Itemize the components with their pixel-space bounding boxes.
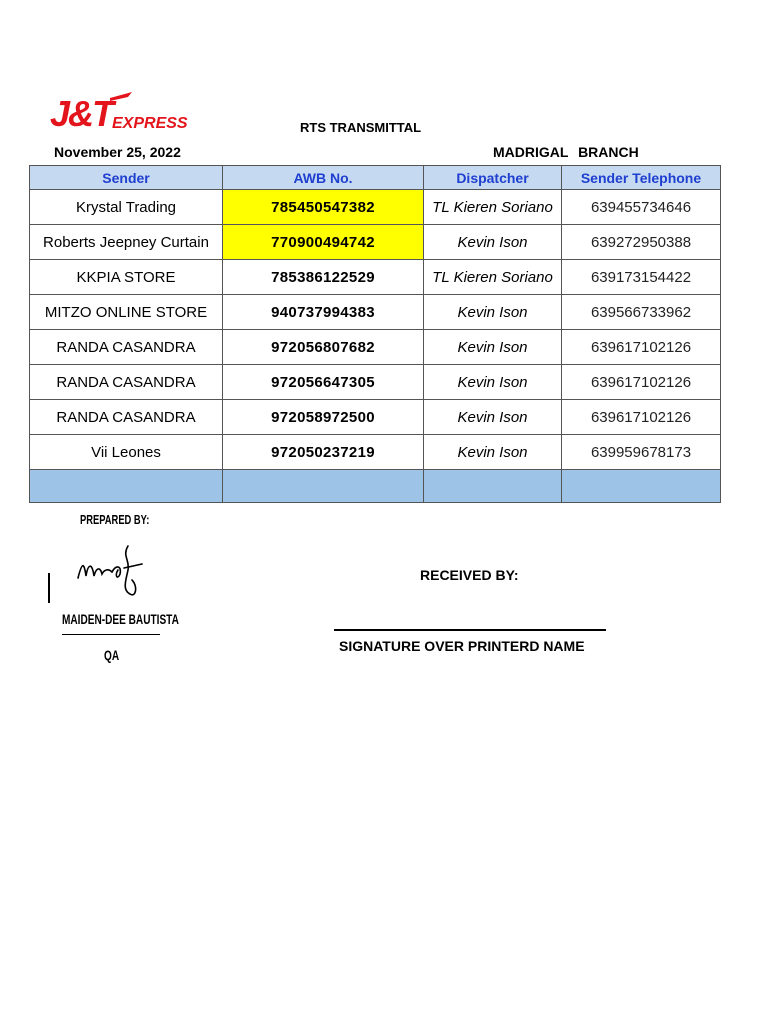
dispatcher-cell: TL Kieren Soriano [424, 260, 562, 295]
dispatcher-cell: Kevin Ison [424, 365, 562, 400]
signature-caption: SIGNATURE OVER PRINTERD NAME [339, 638, 585, 654]
table-row [30, 190, 721, 225]
table-row [30, 295, 721, 330]
svg-text:J&T: J&T [50, 93, 113, 134]
telephone-cell: 639272950388 [562, 225, 721, 260]
table-row [30, 330, 721, 365]
table-row [30, 225, 721, 260]
awb-cell: 785450547382 [223, 190, 424, 225]
telephone-cell: 639566733962 [562, 295, 721, 330]
table-row [30, 365, 721, 400]
preparer-underline [62, 634, 160, 635]
dispatcher-cell: Kevin Ison [424, 435, 562, 470]
telephone-cell: 639173154422 [562, 260, 721, 295]
sender-cell: Krystal Trading [30, 190, 223, 225]
jt-express-logo [48, 88, 188, 134]
telephone-cell: 639959678173 [562, 435, 721, 470]
sender-cell: Vii Leones [30, 435, 223, 470]
column-header-dispatcher: Dispatcher [424, 166, 562, 190]
sender-cell: RANDA CASANDRA [30, 400, 223, 435]
blank-row [30, 470, 721, 503]
sender-cell: Roberts Jeepney Curtain [30, 225, 223, 260]
awb-cell: 940737994383 [223, 295, 424, 330]
transmittal-date: November 25, 2022 [54, 144, 181, 160]
blank-cell [562, 470, 721, 503]
awb-cell: 785386122529 [223, 260, 424, 295]
received-by-label: RECEIVED BY: [420, 567, 519, 583]
prepared-by-label: PREPARED BY: [80, 512, 150, 527]
telephone-cell: 639617102126 [562, 400, 721, 435]
sender-cell: KKPIA STORE [30, 260, 223, 295]
dispatcher-cell: Kevin Ison [424, 295, 562, 330]
dispatcher-cell: Kevin Ison [424, 330, 562, 365]
signature-stroke [48, 573, 50, 603]
column-header-awb: AWB No. [223, 166, 424, 190]
table-row [30, 400, 721, 435]
signature-line [334, 629, 606, 631]
telephone-cell: 639617102126 [562, 365, 721, 400]
dispatcher-cell: Kevin Ison [424, 225, 562, 260]
sender-cell: RANDA CASANDRA [30, 330, 223, 365]
transmittal-table [29, 165, 721, 503]
preparer-role: QA [104, 647, 120, 663]
blank-cell [424, 470, 562, 503]
column-header-telephone: Sender Telephone [562, 166, 721, 190]
handwritten-signature [72, 540, 152, 600]
blank-cell [30, 470, 223, 503]
table-row [30, 435, 721, 470]
sender-cell: MITZO ONLINE STORE [30, 295, 223, 330]
awb-cell: 770900494742 [223, 225, 424, 260]
column-header-sender: Sender [30, 166, 223, 190]
awb-cell: 972058972500 [223, 400, 424, 435]
sender-cell: RANDA CASANDRA [30, 365, 223, 400]
document-title: RTS TRANSMITTAL [300, 120, 422, 135]
table-header-row [30, 166, 721, 190]
telephone-cell: 639455734646 [562, 190, 721, 225]
branch-name: MADRIGAL BRANCH [493, 144, 639, 160]
blank-cell [223, 470, 424, 503]
dispatcher-cell: TL Kieren Soriano [424, 190, 562, 225]
svg-text:EXPRESS: EXPRESS [112, 115, 188, 132]
awb-cell: 972056647305 [223, 365, 424, 400]
telephone-cell: 639617102126 [562, 330, 721, 365]
awb-cell: 972056807682 [223, 330, 424, 365]
preparer-name: MAIDEN-DEE BAUTISTA [62, 611, 179, 627]
table-row [30, 260, 721, 295]
dispatcher-cell: Kevin Ison [424, 400, 562, 435]
awb-cell: 972050237219 [223, 435, 424, 470]
